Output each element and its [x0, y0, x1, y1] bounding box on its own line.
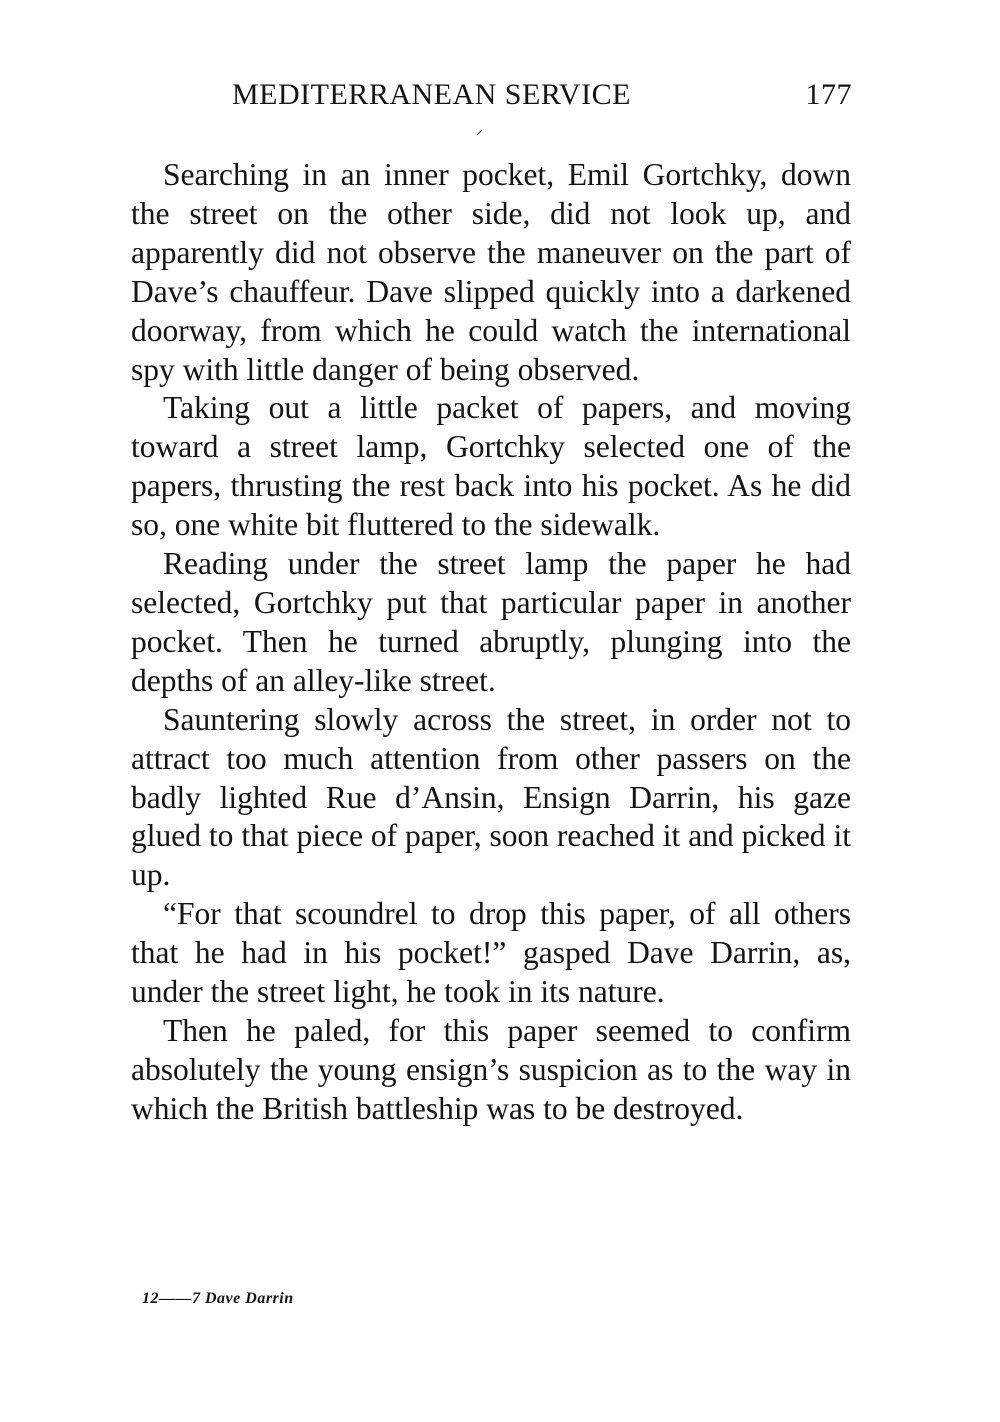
- paragraph: Searching in an inner pocket, Emil Gortchky, down the street on the other side, did not look up, and apparently did not observe the maneuver on the part of Dave’s chauffeur. Dave slipped quickly into a darkened doorway, from which he could watch the international spy with little danger of being observed.: [131, 157, 851, 387]
- running-head-title: MEDITERRANEAN SERVICE: [232, 78, 631, 111]
- paragraph: Sauntering slowly across the street, in order not to attract too much attention from other passers on the badly lighted Rue d’Ansin, Ensign Darrin, his gaze glued to that piece of paper, soon reached it and picked it up.: [131, 701, 851, 893]
- body-text: [131, 156, 851, 1129]
- paragraph: Then he paled, for this paper seemed to confirm absolutely the young ensign’s suspicion as to the way in which the British battleship was to be destroyed.: [131, 1012, 851, 1126]
- paragraph: Reading under the street lamp the paper he had selected, Gortchky put that particular paper in another pocket. Then he turned abruptly, plunging into the depths of an alley-like street.: [131, 546, 851, 698]
- running-head: [232, 78, 852, 118]
- paragraph: Taking out a little packet of papers, and moving toward a street lamp, Gortchky selected one of the papers, thrusting the rest back into his pocket. As he did so, one white bit fluttered to the sidewalk.: [131, 390, 851, 543]
- paragraph: “For that scoundrel to drop this paper, of all others that he had in his pocket!” gasped Dave Darrin, as, under the street light, he took in its nature.: [131, 896, 851, 1010]
- printer-signature: 12——7 Dave Darrin: [142, 1290, 294, 1307]
- page-number: 177: [805, 78, 852, 111]
- ink-mark-icon: [476, 128, 484, 136]
